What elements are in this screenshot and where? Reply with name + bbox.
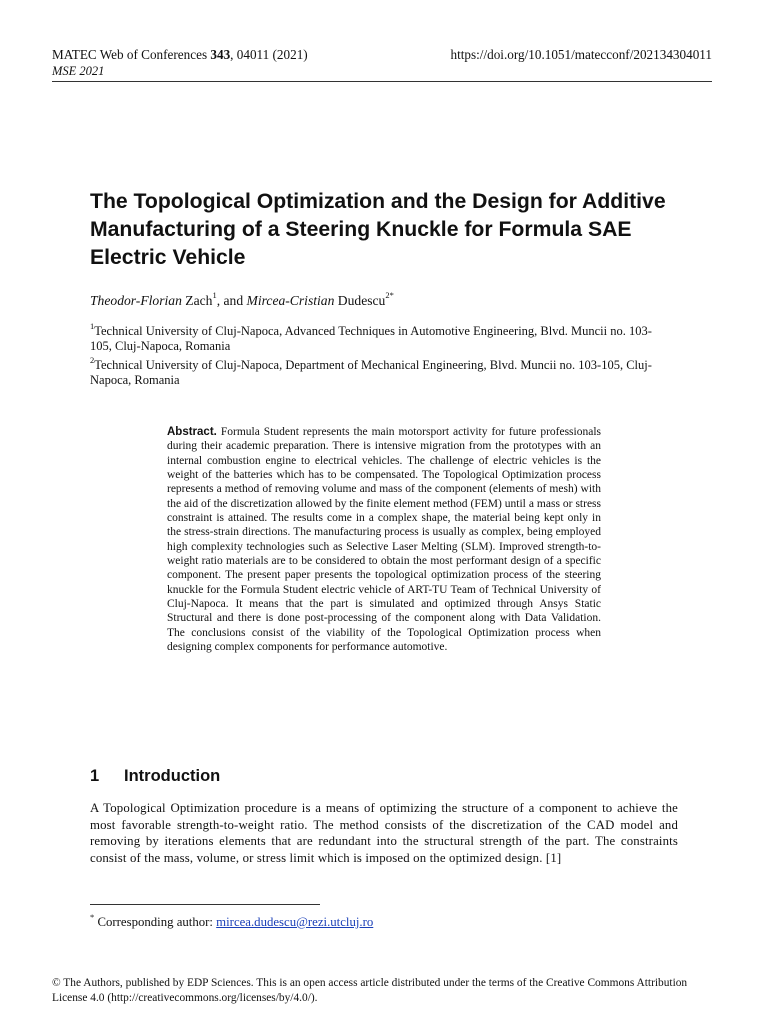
header-divider bbox=[52, 81, 712, 82]
footnote-label: Corresponding author: bbox=[94, 915, 217, 929]
section-number: 1 bbox=[90, 767, 100, 785]
license-notice: © The Authors, published by EDP Sciences. This is an open access article distributed under the terms of the Creative Commons Attribution License 4.0 (http://creativecommons.org/licenses/by/4.0/). bbox=[52, 977, 688, 1004]
corresponding-email-link[interactable]: mircea.dudescu@rezi.utcluj.ro bbox=[216, 915, 374, 929]
affiliation-2-text: Technical University of Cluj-Napoca, Department of Mechanical Engineering, Blvd. Muncii no. 103-105, Cluj-Napoca, Romania bbox=[90, 358, 652, 387]
abstract bbox=[167, 425, 601, 655]
affiliation-1 bbox=[90, 320, 670, 353]
author-1-affiliation-mark: 1 bbox=[212, 290, 217, 301]
author-joiner: , and bbox=[216, 293, 247, 308]
footnote-marker: * bbox=[90, 911, 95, 922]
author-list bbox=[90, 292, 394, 310]
author-1-given-name: Theodor-Florian bbox=[90, 293, 182, 308]
header-row bbox=[52, 46, 712, 63]
affiliation-2 bbox=[90, 354, 670, 387]
abstract-label: Abstract. bbox=[167, 426, 217, 438]
author-2-affiliation-mark: 2* bbox=[385, 290, 394, 301]
journal-citation: MATEC Web of Conferences 343, 04011 (2021) bbox=[52, 47, 308, 62]
section-heading bbox=[90, 766, 220, 786]
author-2-given-name: Mircea-Cristian bbox=[246, 293, 335, 308]
affiliation-1-mark: 1 bbox=[90, 320, 95, 331]
doi-link[interactable]: https://doi.org/10.1051/matecconf/202134304011 bbox=[450, 47, 712, 62]
footnote bbox=[90, 911, 374, 930]
conference-name: MSE 2021 bbox=[52, 64, 105, 78]
intro-paragraph: A Topological Optimization procedure is a means of optimizing the structure of a component to achieve the most favorable strength-to-weight ratio. The method consists of the discretization of the CAD model and removing by iterations elements that are redundant into the structural strength of the part. The constraints consist of the mass, volume, or stress limit which is imposed on the optimized design. [1] bbox=[90, 801, 678, 865]
author-1-family-name: Zach bbox=[181, 293, 213, 308]
affiliation-2-mark: 2 bbox=[90, 354, 95, 365]
paper-title: The Topological Optimization and the Design for Additive Manufacturing of a Steering Knuckle for Formula SAE Electric Vehicle bbox=[90, 190, 666, 269]
abstract-text: Formula Student represents the main motorsport activity for future professionals during their academic preparation. There is intensive migration from the prototypes with an internal combustion engine to electrical vehicles. The challenge of electric vehicles is the weight of the batteries which has to be compensated. The Topological Optimization process represents a method of removing volume and mass of the component (elements of mesh) with the aid of the discretization allowed by the finite element method (FEM) until a mass or stress constraint is attained. The results come in a complex shape, the material being kept only in the stress-strain directions. The manufacturing process is usually as complex, being employed high complexity technologies such as Selective Laser Melting (SLM). Improved strength-to-weight ratio materials are to be considered to obtain the most performant design of a specific component. The present paper presents the topological optimization process of the steering knuckle for the Formula Student electric vehicle of ART-TU Team of Technical University of Cluj-Napoca. It means that the part is simulated and optimized through Ansys Static Structural and there is done post-processing of the component along with Data Validation. The conclusions consist of the viability of the Topological Optimization process when designing complex components for performance automotive. bbox=[167, 426, 601, 654]
author-2-family-name: Dudescu bbox=[334, 293, 386, 308]
affiliation-1-text: Technical University of Cluj-Napoca, Advanced Techniques in Automotive Engineering, Blvd. Muncii no. 103-105, Cluj-Napoca, Romania bbox=[90, 324, 652, 353]
running-header bbox=[52, 46, 712, 80]
section-title: Introduction bbox=[124, 767, 221, 785]
volume-number: 343 bbox=[210, 47, 231, 62]
footnote-divider bbox=[90, 904, 320, 905]
